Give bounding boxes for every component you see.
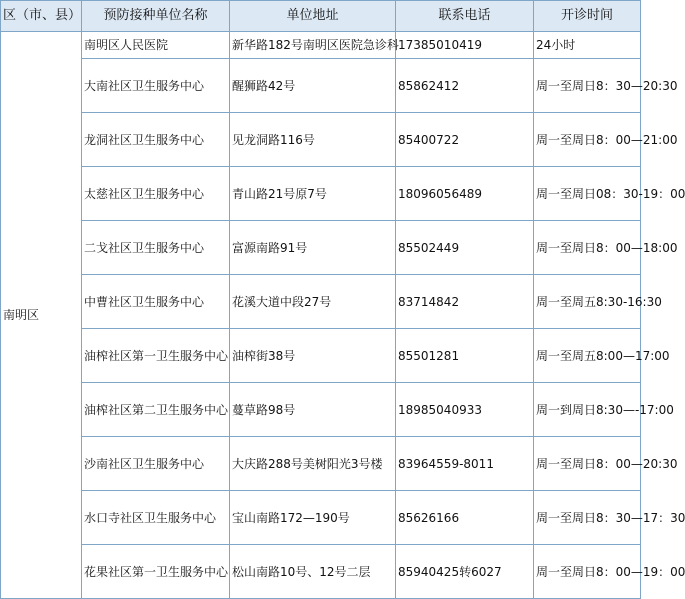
table-row [1,491,641,545]
table-row [1,437,641,491]
hours-cell: 周一至周五8:30-16:30 [534,275,641,329]
phone-cell: 85502449 [396,221,534,275]
phone-cell: 85940425转6027 [396,545,534,599]
address-cell: 富源南路91号 [230,221,396,275]
table-row [1,275,641,329]
hours-cell: 周一至周日8：00—19：00 [534,545,641,599]
address-cell: 醒狮路42号 [230,59,396,113]
unit-name-cell: 花果社区第一卫生服务中心 [82,545,230,599]
unit-name-cell: 南明区人民医院 [82,32,230,59]
address-cell: 松山南路10号、12号二层 [230,545,396,599]
address-cell: 油榨街38号 [230,329,396,383]
header-address: 单位地址 [230,1,396,32]
district-cell: 南明区 [1,32,82,599]
phone-cell: 17385010419 [396,32,534,59]
unit-name-cell: 水口寺社区卫生服务中心 [82,491,230,545]
table-row [1,167,641,221]
phone-cell: 18985040933 [396,383,534,437]
hours-cell: 周一至周日8：00—20:30 [534,437,641,491]
hours-cell: 周一至周日8：00—21:00 [534,113,641,167]
hours-cell: 周一至周五8:00—17:00 [534,329,641,383]
hours-cell: 周一至周日8：30—17：30 [534,491,641,545]
header-unit-name: 预防接种单位名称 [82,1,230,32]
unit-name-cell: 龙洞社区卫生服务中心 [82,113,230,167]
address-cell: 宝山南路172—190号 [230,491,396,545]
hours-cell: 周一至周日8：30—20:30 [534,59,641,113]
unit-name-cell: 中曹社区卫生服务中心 [82,275,230,329]
address-cell: 大庆路288号美树阳光3号楼 [230,437,396,491]
header-district: 区（市、县） [1,1,82,32]
phone-cell: 85501281 [396,329,534,383]
phone-cell: 18096056489 [396,167,534,221]
header-phone: 联系电话 [396,1,534,32]
address-cell: 花溪大道中段27号 [230,275,396,329]
unit-name-cell: 油榨社区第一卫生服务中心 [82,329,230,383]
unit-name-cell: 沙南社区卫生服务中心 [82,437,230,491]
phone-cell: 83964559-8011 [396,437,534,491]
header-row [1,1,641,32]
address-cell: 见龙洞路116号 [230,113,396,167]
address-cell: 新华路182号南明区医院急诊科 [230,32,396,59]
phone-cell: 85862412 [396,59,534,113]
phone-cell: 83714842 [396,275,534,329]
hours-cell: 周一到周日8:30—-17:00 [534,383,641,437]
table-row [1,59,641,113]
address-cell: 青山路21号原7号 [230,167,396,221]
phone-cell: 85626166 [396,491,534,545]
header-hours: 开诊时间 [534,1,641,32]
hours-cell: 周一至周日08：30-19：00 [534,167,641,221]
hours-cell: 24小时 [534,32,641,59]
table-row [1,383,641,437]
address-cell: 蔓草路98号 [230,383,396,437]
unit-name-cell: 大南社区卫生服务中心 [82,59,230,113]
unit-name-cell: 二戈社区卫生服务中心 [82,221,230,275]
unit-name-cell: 太慈社区卫生服务中心 [82,167,230,221]
table-row [1,329,641,383]
table-row [1,32,641,59]
table-row [1,113,641,167]
unit-name-cell: 油榨社区第二卫生服务中心 [82,383,230,437]
hours-cell: 周一至周日8：00—18:00 [534,221,641,275]
table-row [1,221,641,275]
table-row [1,545,641,599]
phone-cell: 85400722 [396,113,534,167]
